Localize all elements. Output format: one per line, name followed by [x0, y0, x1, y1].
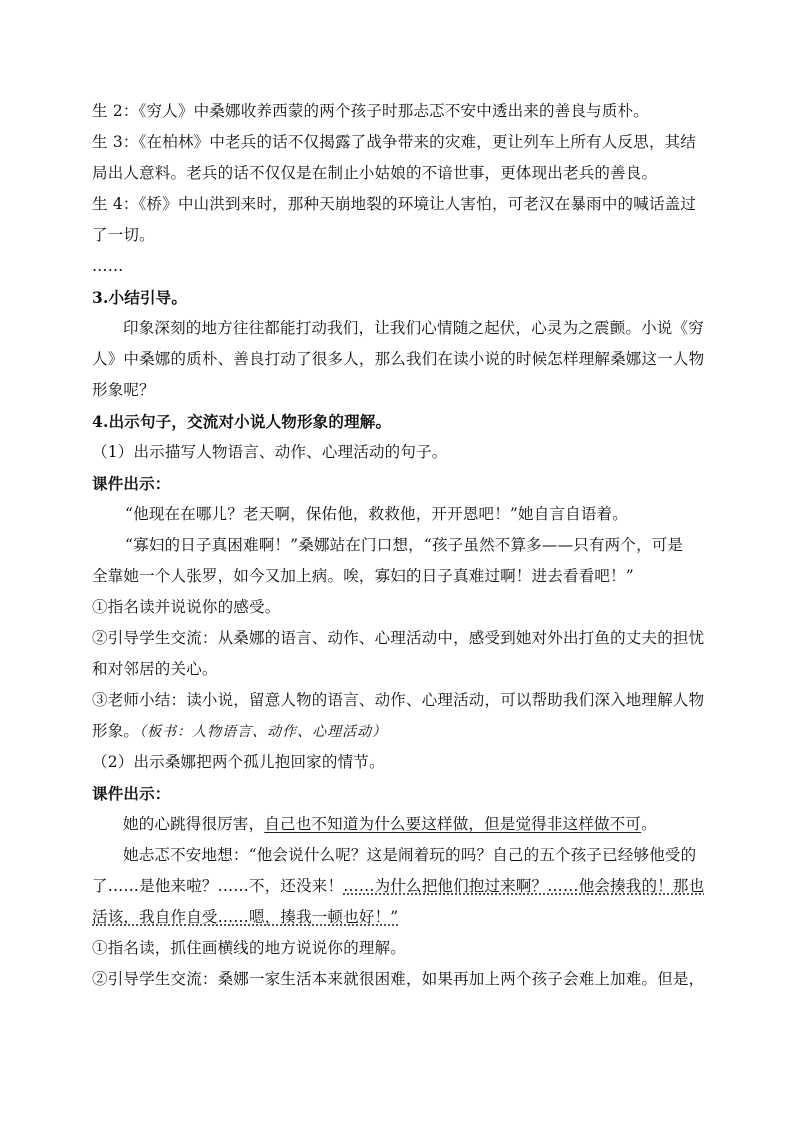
- text-segment: 她的心跳得很厉害，: [123, 815, 265, 833]
- quote-line: 她忐忑不安地想：“他会说什么呢？这是闹着玩的吗？自己的五个孩子已经够他受的: [123, 846, 697, 864]
- slide-label: 课件出示：: [92, 474, 171, 493]
- step-line: ②引导学生交流：从桑娜的语言、动作、心理活动中，感受到她对外出打鱼的丈夫的担忧: [92, 629, 705, 647]
- paragraph-line: [92, 716, 724, 747]
- quote-line: 全靠她一个人张罗，如今又加上病。唉，寡妇的日子真难过啊！进去看看吧！”: [92, 567, 634, 585]
- underlined-text: ……为什么把他们抱过来啊？……他会揍我的！那也: [343, 877, 705, 895]
- paragraph-line: 人》中桑娜的质朴、善良打动了很多人，那么我们在读小说的时候怎样理解桑娜这一人物: [92, 350, 705, 368]
- text-segment: 了……是他来啦？……不，还没来！: [92, 877, 344, 895]
- step-line: ①指名读并说说你的感受。: [92, 598, 281, 616]
- document-page: [92, 96, 724, 995]
- paragraph-line: 形象呢？: [92, 381, 155, 399]
- paragraph-line: 生 3：《在柏林》中老兵的话不仅揭露了战争带来的灾难，更让列车上所有人反思，其结: [92, 133, 697, 151]
- step-line: ②引导学生交流：桑娜一家生活本来就很困难，如果再加上两个孩子会难上加难。但是，: [92, 970, 705, 988]
- blackboard-note: （板书：人物语言、动作、心理活动）: [139, 724, 388, 740]
- paragraph-line: 生 4：《桥》中山洪到来时，那种天崩地裂的环境让人害怕，可老汉在暴雨中的喊话盖过: [92, 195, 697, 213]
- text-segment: 形象。: [92, 722, 140, 740]
- paragraph-line: （2）出示桑娜把两个孤儿抱回家的情节。: [92, 753, 385, 771]
- quote-line: “寡妇的日子真困难啊！”桑娜站在门口想，“孩子虽然不算多——只有两个，可是: [125, 536, 684, 554]
- paragraph-line: （1）出示描写人物语言、动作、心理活动的句子。: [92, 443, 448, 461]
- paragraph-line: 了一切。: [92, 226, 155, 244]
- quote-line: “他现在在哪儿？老天啊，保佑他，救救他，开开恩吧！”她自言自语着。: [125, 505, 628, 523]
- text-segment: 。: [641, 815, 657, 833]
- section-heading: 4.出示句子，交流对小说人物形象的理解。: [92, 412, 392, 431]
- step-line: ③老师小结：读小说，留意人物的语言、动作、心理活动，可以帮助我们深入地理解人物: [92, 691, 705, 709]
- paragraph-line: 生 2：《穷人》中桑娜收养西蒙的两个孩子时那忐忑不安中透出来的善良与质朴。: [92, 102, 649, 120]
- quote-line: [92, 871, 724, 902]
- step-line: ①指名读，抓住画横线的地方说说你的理解。: [92, 939, 407, 957]
- paragraph-line: 和对邻居的关心。: [92, 660, 218, 678]
- paragraph-line: 局出人意料。老兵的话不仅仅是在制止小姑娘的不谙世事，更体现出老兵的善良。: [92, 164, 658, 182]
- quote-line: [92, 902, 724, 933]
- underlined-text: 活该，我自作自受……嗯，揍我一顿也好！”: [92, 908, 399, 926]
- ellipsis-line: ……: [92, 257, 124, 275]
- paragraph-line: 印象深刻的地方往往都能打动我们，让我们心情随之起伏，心灵为之震颤。小说《穷: [123, 319, 704, 337]
- quote-line: [92, 809, 724, 840]
- slide-label: 课件出示：: [92, 784, 171, 803]
- section-heading: 3.小结引导。: [92, 288, 188, 307]
- underlined-text: 自己也不知道为什么要这样做，但是觉得非这样做不可: [264, 815, 642, 833]
